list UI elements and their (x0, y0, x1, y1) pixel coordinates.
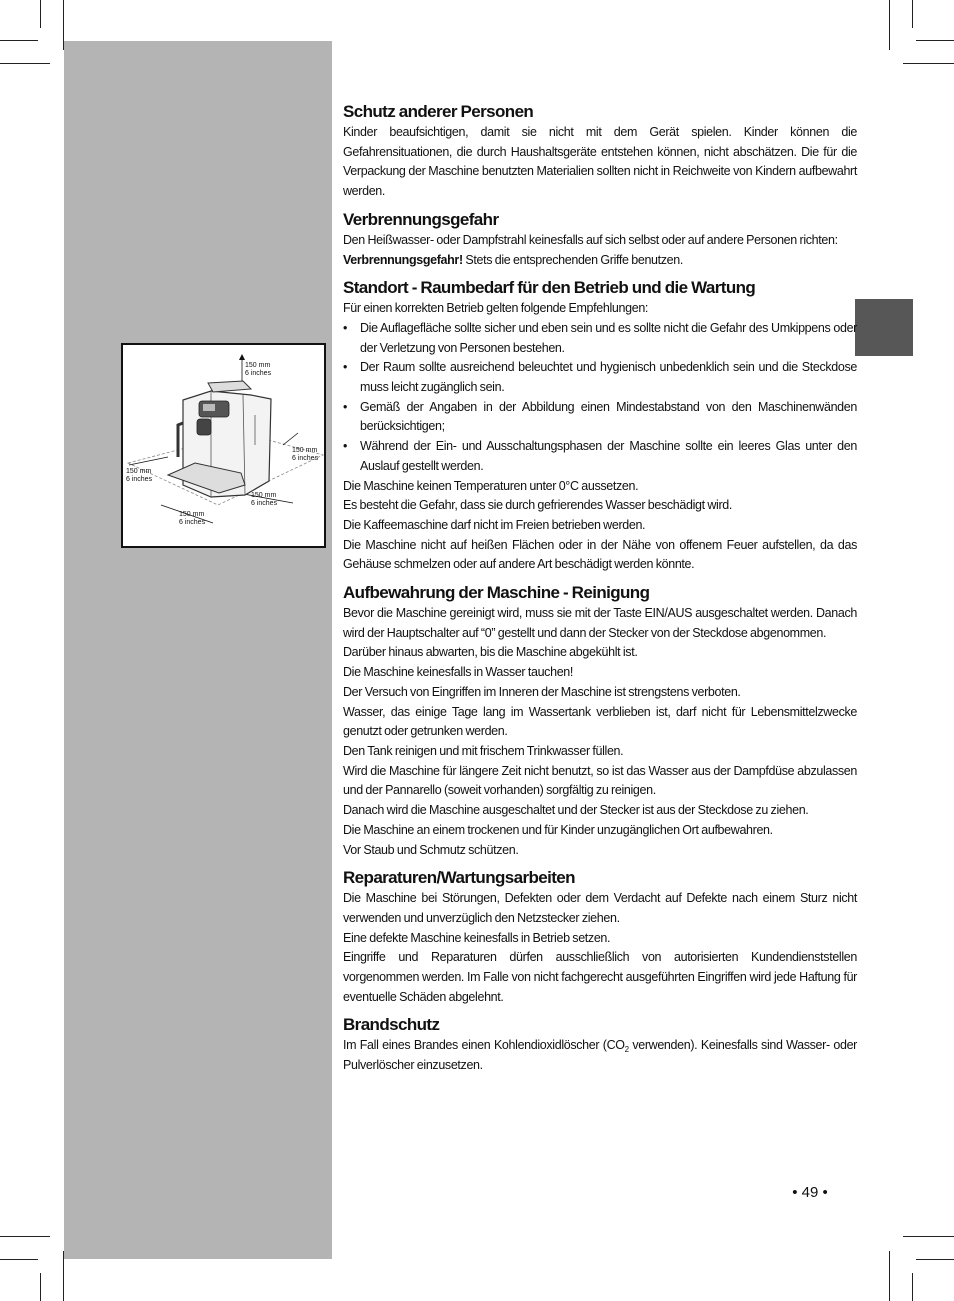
dim-front-right-inch: 6 inches (251, 500, 278, 507)
paragraph: Danach wird die Maschine ausgeschaltet und der Stecker ist aus der Steckdose zu ziehen. (343, 803, 809, 818)
paragraph: Eine defekte Maschine keinesfalls in Betrieb setzen. (343, 930, 611, 945)
paragraph: Die Maschine an einem trockenen und für Kinder unzugänglichen Ort aufbewahren. (343, 822, 773, 837)
dim-right-inch: 6 inches (292, 455, 319, 462)
bullet-list (343, 319, 857, 477)
paragraph: Die Maschine keinesfalls in Wasser tauchen! (343, 665, 574, 680)
crop-mark (0, 63, 50, 64)
clearance-illustration (121, 343, 326, 548)
paragraph-text: Stets die entsprechenden Griffe benutzen. (462, 252, 683, 267)
section-reparaturen (343, 867, 857, 1007)
coffee-machine-drawing (123, 345, 324, 546)
page-number: • 49 • (792, 1184, 828, 1201)
paragraph: Den Tank reinigen und mit frischem Trinkwasser füllen. (343, 743, 624, 758)
paragraph: Die Maschine keinen Temperaturen unter 0°C aussetzen. (343, 478, 639, 493)
section-title: Brandschutz (343, 1015, 440, 1035)
dim-right-mm: 150 mm (292, 447, 318, 454)
crop-mark (912, 0, 913, 28)
paragraph: Der Versuch von Eingriffen im Inneren der Maschine ist strengstens verboten. (343, 684, 741, 699)
paragraph: Die Kaffeemaschine darf nicht im Freien betrieben werden. (343, 517, 646, 532)
paragraph: Kinder beaufsichtigen, damit sie nicht mit dem Gerät spielen. Kinder können die Gefahrensituationen, die durch Haushaltsgeräte entstehen können, nicht abschätzen. Die für die Verpackung der Maschine benutzten Materialien sollten nicht in Reichweite von Kindern aufbewahrt werden. (343, 125, 857, 199)
crop-mark (912, 1273, 913, 1301)
subscript: 2 (624, 1045, 629, 1055)
section-standort (343, 277, 857, 575)
paragraph: Darüber hinaus abwarten, bis die Maschine abgekühlt ist. (343, 645, 638, 660)
section-title: Schutz anderer Personen (343, 102, 534, 121)
paragraph (343, 251, 857, 271)
paragraph: Vor Staub und Schmutz schützen. (343, 842, 519, 857)
paragraph: Die Maschine bei Störungen, Defekten oder dem Verdacht auf Defekte nach einem Sturz nicht verwenden und unverzüglich den Netzstecker ziehen. (343, 891, 857, 925)
dim-left-mm: 150 mm (126, 468, 152, 475)
section-aufbewahrung (343, 582, 857, 860)
paragraph-text: Im Fall eines Brandes einen Kohlendioxidlöscher (CO (343, 1038, 625, 1053)
crop-mark (0, 1236, 50, 1237)
list-item: • Die Auflagefläche sollte sicher und eben sein und es sollte nicht die Gefahr des Umkippens oder der Verletzung von Personen bestehen. (343, 319, 857, 358)
dim-bottom-mm: 150 mm (179, 511, 205, 518)
dim-top-mm: 150 mm (245, 362, 271, 369)
crop-mark (889, 0, 890, 50)
crop-mark (40, 1273, 41, 1301)
paragraph: Wird die Maschine für längere Zeit nicht benutzt, so ist das Wasser aus der Dampfdüse abzulassen und der Pannarello (soweit vorhanden) sorgfältig zu reinigen. (343, 763, 857, 798)
paragraph-text: verwenden). Keinesfalls sind Wasser- oder Pulverlöscher einzusetzen. (343, 1038, 857, 1073)
crop-mark (0, 1259, 38, 1260)
paragraph: Wasser, das einige Tage lang im Wassertank verblieben ist, darf nicht für Lebensmittelzwecke genutzt oder getrunken werden. (343, 704, 857, 739)
paragraph (343, 1036, 857, 1075)
section-title: Verbrennungsgefahr (343, 209, 499, 229)
dim-front-right-mm: 150 mm (251, 492, 277, 499)
paragraph: Eingriffe und Reparaturen dürfen ausschließlich von autorisierten Kundendienststellen vorgenommen werden. Im Falle von nicht fachgerecht ausgeführten Eingriffen wird jede Haftung für eventuelle Schäden abgelehnt. (343, 950, 857, 1004)
crop-mark (903, 1236, 954, 1237)
section-brandschutz (343, 1014, 857, 1075)
sidebar-panel (64, 41, 332, 1259)
crop-mark (40, 0, 41, 28)
paragraph: Die Maschine nicht auf heißen Flächen oder in der Nähe von offenem Feuer aufstellen, da das Gehäuse schmelzen oder auf andere Art beschädigt werden könnte. (343, 537, 857, 572)
warning-label: Verbrennungsgefahr! (343, 252, 463, 267)
paragraph: Für einen korrekten Betrieb gelten folgende Empfehlungen: (343, 301, 649, 316)
crop-mark (903, 63, 954, 64)
section-title: Standort - Raumbedarf für den Betrieb und die Wartung (343, 278, 756, 298)
paragraph: Es besteht die Gefahr, dass sie durch gefrierendes Wasser beschädigt wird. (343, 498, 732, 513)
dim-left-inch: 6 inches (126, 476, 153, 483)
dim-top-inch: 6 inches (245, 370, 272, 377)
main-text (343, 101, 857, 1083)
language-tab-marker (855, 299, 913, 356)
dim-bottom-inch: 6 inches (179, 519, 206, 526)
crop-mark (916, 40, 954, 41)
paragraph: Den Heißwasser- oder Dampfstrahl keinesfalls auf sich selbst oder auf andere Personen richten: (343, 232, 838, 247)
crop-mark (0, 40, 38, 41)
section-title: Aufbewahrung der Maschine - Reinigung (343, 583, 650, 603)
list-item: • Der Raum sollte ausreichend beleuchtet und hygienisch unbedenklich sein und die Steckdose muss leicht zugänglich sein. (343, 358, 857, 397)
list-item: • Gemäß der Angaben in der Abbildung einen Mindestabstand von den Maschinenwänden berücksichtigen; (343, 398, 857, 437)
crop-mark (916, 1259, 954, 1260)
paragraph: Bevor die Maschine gereinigt wird, muss sie mit der Taste EIN/AUS ausgeschaltet werden. Danach wird der Hauptschalter auf “0” gestellt und dann der Stecker von der Steckdose abgenommen. (343, 606, 857, 640)
crop-mark (889, 1251, 890, 1301)
section-schutz (343, 101, 857, 202)
section-title: Reparaturen/Wartungsarbeiten (343, 868, 575, 888)
section-verbrennung (343, 209, 857, 270)
list-item: • Während der Ein- und Ausschaltungsphasen der Maschine sollte ein leeres Glas unter den Auslauf gestellt werden. (343, 437, 857, 476)
